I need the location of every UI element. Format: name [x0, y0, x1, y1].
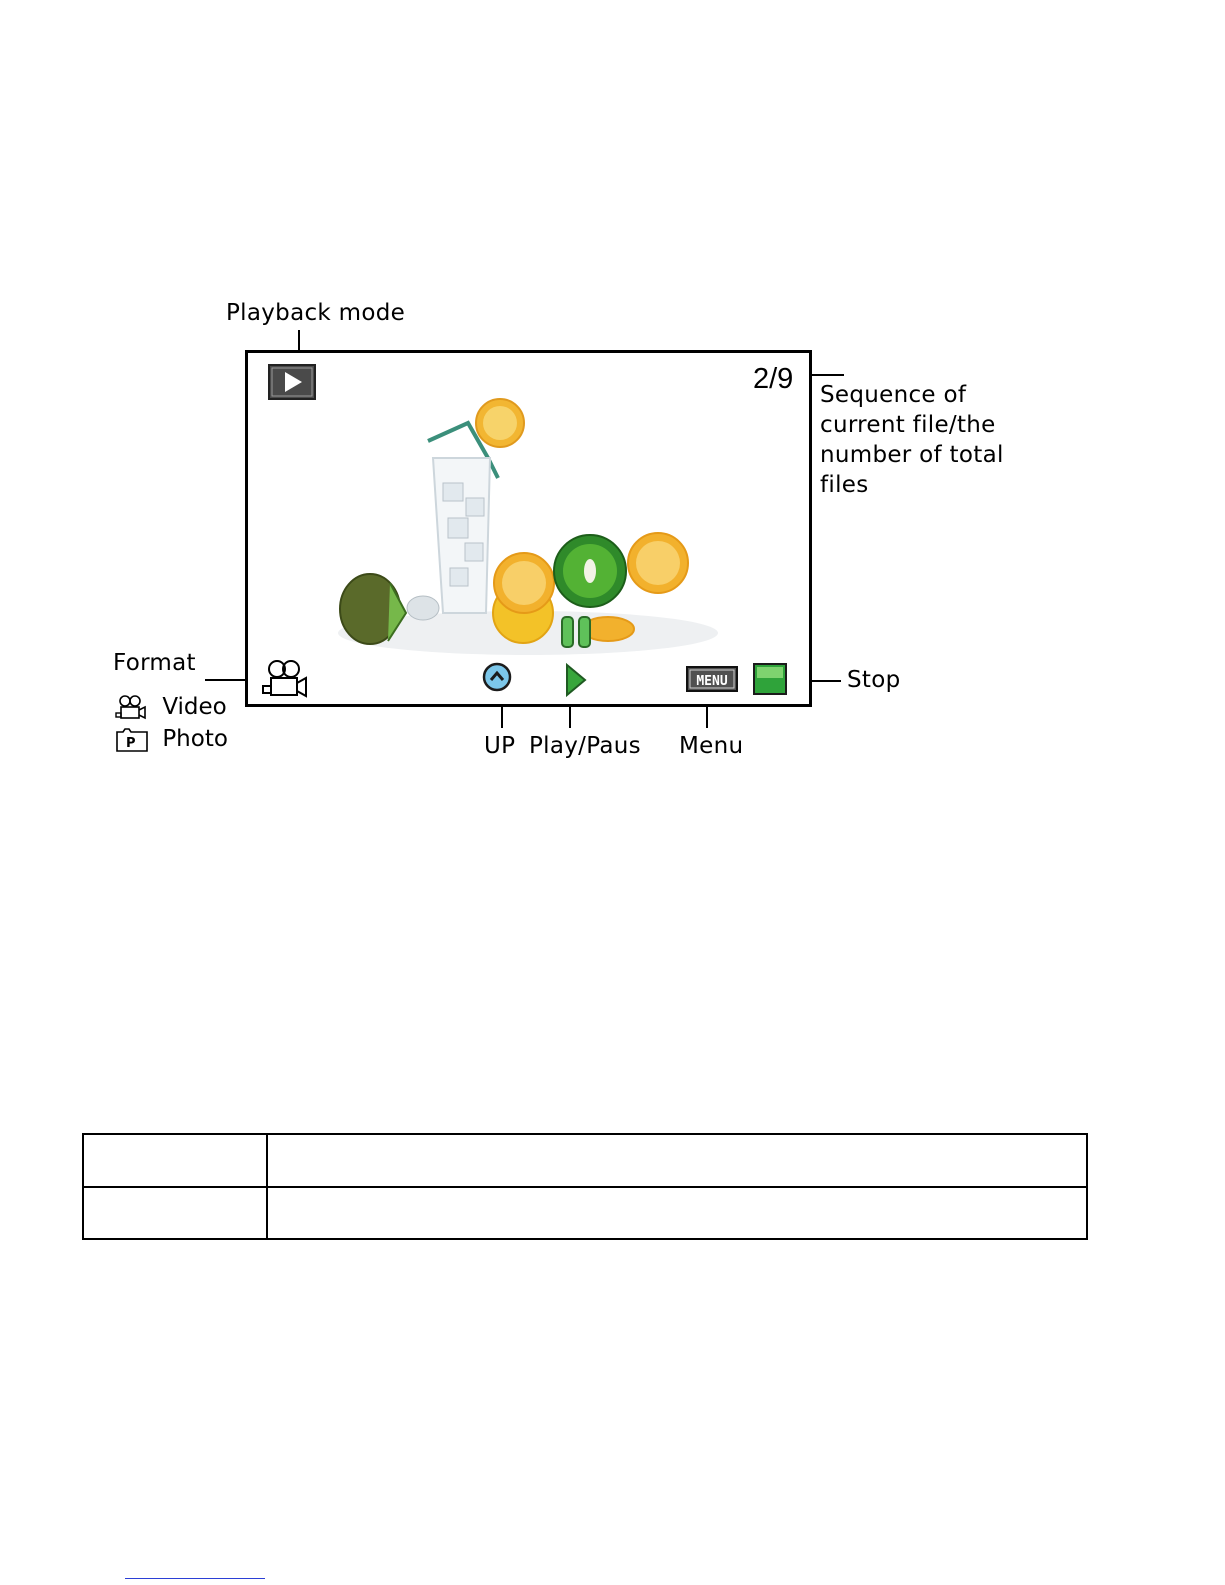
- table-cell: [83, 1134, 267, 1187]
- play-pause-leader: [569, 704, 571, 728]
- format-leader: [205, 679, 247, 681]
- file-counter: 2/9: [753, 363, 794, 395]
- up-leader: [501, 704, 503, 728]
- svg-text:P: P: [126, 735, 136, 751]
- table-row: [83, 1187, 1087, 1240]
- video-camera-icon: [115, 694, 147, 722]
- stop-leader: [809, 680, 841, 682]
- sequence-label-line-2: current file/the: [820, 412, 996, 438]
- table-cell: [83, 1187, 267, 1240]
- sequence-label-line-4: files: [820, 472, 869, 498]
- table-cell: [267, 1134, 1087, 1187]
- sequence-label-line-3: number of total: [820, 442, 1004, 468]
- up-label: UP: [484, 733, 516, 759]
- menu-icon[interactable]: [686, 666, 738, 692]
- sequence-label-line-1: Sequence of: [820, 382, 967, 408]
- pause-icon[interactable]: [560, 615, 592, 649]
- legend-video-label: Video: [162, 694, 227, 720]
- blank-table: [82, 1133, 1088, 1240]
- stop-label: Stop: [847, 667, 901, 693]
- format-label: Format: [113, 650, 196, 676]
- menu-label: Menu: [679, 733, 744, 759]
- stop-square-icon[interactable]: [753, 663, 787, 695]
- footer-rule: [125, 1578, 265, 1579]
- video-camera-icon[interactable]: [260, 658, 308, 702]
- play-square-icon[interactable]: [268, 364, 316, 400]
- up-circle-icon[interactable]: [482, 662, 512, 692]
- legend-photo: [115, 724, 228, 754]
- play-triangle-icon[interactable]: [564, 662, 588, 698]
- playback-mode-label: Playback mode: [226, 300, 406, 326]
- table-cell: [267, 1187, 1087, 1240]
- fruit-photo: [318, 383, 718, 663]
- playback-mode-leader: [298, 330, 300, 350]
- sequence-leader: [810, 374, 844, 376]
- svg-text:MENU: MENU: [696, 674, 728, 689]
- table-row: [83, 1134, 1087, 1187]
- photo-p-icon: [115, 727, 149, 753]
- legend-video: [115, 692, 227, 722]
- play-pause-label: Play/Paus: [529, 733, 641, 759]
- legend-photo-label: Photo: [162, 726, 228, 752]
- menu-leader: [706, 704, 708, 728]
- playback-screen: [245, 350, 812, 707]
